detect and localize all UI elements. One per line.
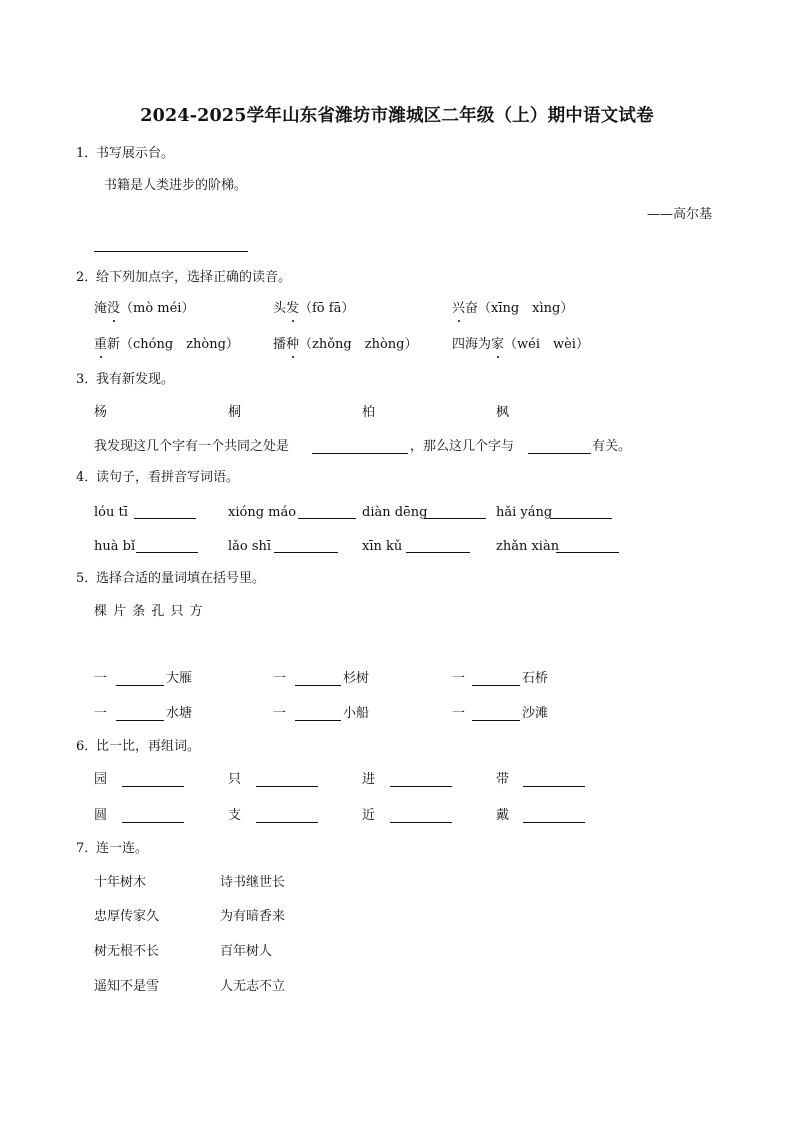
q3-char: 桐 xyxy=(228,405,242,420)
q6-char: 进 xyxy=(362,772,376,787)
q6-prompt: 比一比，再组词。 xyxy=(96,739,201,754)
q3-sentence-part: ，那么这几个字与 xyxy=(410,439,515,454)
q4-pinyin: hǎi yáng xyxy=(496,505,553,520)
q2-item: 兴奋（xīng xìng） xyxy=(452,301,574,316)
q4-answer-blank[interactable] xyxy=(550,518,612,519)
q4-pinyin: huà bǐ xyxy=(94,539,136,554)
q6-blank[interactable] xyxy=(390,786,452,787)
q6-blank[interactable] xyxy=(122,786,184,787)
q3-prompt: 我有新发现。 xyxy=(96,372,175,387)
q4-answer-blank[interactable] xyxy=(134,518,196,519)
q3-char: 杨 xyxy=(94,405,108,420)
q6-char: 圆 xyxy=(94,808,108,823)
q4-answer-blank[interactable] xyxy=(136,552,198,553)
q5-noun: 水塘 xyxy=(166,706,193,721)
q7-left-item[interactable]: 树无根不长 xyxy=(94,944,160,959)
q4-pinyin: lǎo shī xyxy=(228,539,272,554)
q4-pinyin: xīn kǔ xyxy=(362,539,403,554)
q5-one: 一 xyxy=(273,706,287,721)
q4-prompt: 读句子，看拼音写词语。 xyxy=(96,470,240,485)
q6-char: 戴 xyxy=(496,808,510,823)
q7-left-item[interactable]: 忠厚传家久 xyxy=(94,909,160,924)
q5-noun: 杉树 xyxy=(343,671,370,686)
q5-blank[interactable] xyxy=(295,720,341,721)
q3-char: 枫 xyxy=(496,405,510,420)
q3-char: 柏 xyxy=(362,405,376,420)
q2-item: 淹没（mò méi） xyxy=(94,301,195,316)
emphasis-dot xyxy=(497,356,499,358)
q1-number: 1． xyxy=(76,146,98,161)
q6-char: 园 xyxy=(94,772,108,787)
q6-blank[interactable] xyxy=(523,786,585,787)
q5-one: 一 xyxy=(273,671,287,686)
q6-char: 只 xyxy=(228,772,242,787)
q1-prompt: 书写展示台。 xyxy=(96,146,175,161)
q5-prompt: 选择合适的量词填在括号里。 xyxy=(96,571,266,586)
q3-sentence-part: 我发现这几个字有一个共同之处是 xyxy=(94,439,290,454)
q1-writing-line[interactable] xyxy=(94,251,248,252)
q5-number: 5． xyxy=(76,571,98,586)
q7-right-item[interactable]: 为有暗香来 xyxy=(220,909,286,924)
q6-blank[interactable] xyxy=(390,822,452,823)
q4-answer-blank[interactable] xyxy=(556,552,619,553)
emphasis-dot xyxy=(113,320,115,322)
q4-pinyin: zhǎn xiàn xyxy=(496,539,560,554)
q5-blank[interactable] xyxy=(295,685,341,686)
page-title: 2024-2025学年山东省潍坊市潍城区二年级（上）期中语文试卷 xyxy=(140,106,654,126)
q4-pinyin: lóu tī xyxy=(94,505,128,520)
q5-blank[interactable] xyxy=(116,720,164,721)
q7-right-item[interactable]: 人无志不立 xyxy=(220,979,286,994)
q5-one: 一 xyxy=(452,671,466,686)
q3-blank[interactable] xyxy=(312,453,408,454)
q7-number: 7． xyxy=(76,841,98,856)
q5-blank[interactable] xyxy=(472,685,520,686)
q3-blank[interactable] xyxy=(528,453,591,454)
q7-right-item[interactable]: 诗书继世长 xyxy=(220,875,286,890)
q4-number: 4． xyxy=(76,470,98,485)
q5-blank[interactable] xyxy=(116,685,164,686)
q6-char: 带 xyxy=(496,772,510,787)
q2-item: 播种（zhǒng zhòng） xyxy=(273,337,418,352)
q2-item: 重新（chóng zhòng） xyxy=(94,337,239,352)
q3-sentence-part: 有关。 xyxy=(592,439,632,454)
q5-noun: 沙滩 xyxy=(522,706,549,721)
q6-char: 近 xyxy=(362,808,376,823)
q7-right-item[interactable]: 百年树人 xyxy=(220,944,273,959)
q4-answer-blank[interactable] xyxy=(406,552,470,553)
q4-answer-blank[interactable] xyxy=(298,518,356,519)
q5-noun: 大雁 xyxy=(166,671,193,686)
q1-author: ——高尔基 xyxy=(647,207,713,222)
q6-number: 6． xyxy=(76,739,98,754)
q7-left-item[interactable]: 遥知不是雪 xyxy=(94,979,160,994)
q4-pinyin: diàn dēng xyxy=(362,505,428,520)
q4-answer-blank[interactable] xyxy=(274,552,338,553)
emphasis-dot xyxy=(292,320,294,322)
q5-one: 一 xyxy=(452,706,466,721)
emphasis-dot xyxy=(100,356,102,358)
q6-blank[interactable] xyxy=(122,822,184,823)
q5-options: 棵 片 条 孔 只 方 xyxy=(94,604,204,619)
q3-number: 3． xyxy=(76,372,98,387)
q5-noun: 小船 xyxy=(343,706,370,721)
q7-left-item[interactable]: 十年树木 xyxy=(94,875,147,890)
q1-quote: 书籍是人类进步的阶梯。 xyxy=(104,178,248,193)
q5-blank[interactable] xyxy=(472,720,520,721)
q5-one: 一 xyxy=(94,671,108,686)
q2-item: 头发（fō fā） xyxy=(273,301,355,316)
q6-blank[interactable] xyxy=(523,822,585,823)
q6-blank[interactable] xyxy=(256,822,318,823)
q4-answer-blank[interactable] xyxy=(424,518,486,519)
q4-pinyin: xióng máo xyxy=(228,505,297,520)
q2-prompt: 给下列加点字，选择正确的读音。 xyxy=(96,270,292,285)
q5-noun: 石桥 xyxy=(522,671,549,686)
q6-blank[interactable] xyxy=(256,786,318,787)
q6-char: 支 xyxy=(228,808,242,823)
q5-one: 一 xyxy=(94,706,108,721)
emphasis-dot xyxy=(292,356,294,358)
q7-prompt: 连一连。 xyxy=(96,841,149,856)
q2-item: 四海为家（wéi wèi） xyxy=(452,337,589,352)
emphasis-dot xyxy=(458,320,460,322)
q2-number: 2． xyxy=(76,270,98,285)
